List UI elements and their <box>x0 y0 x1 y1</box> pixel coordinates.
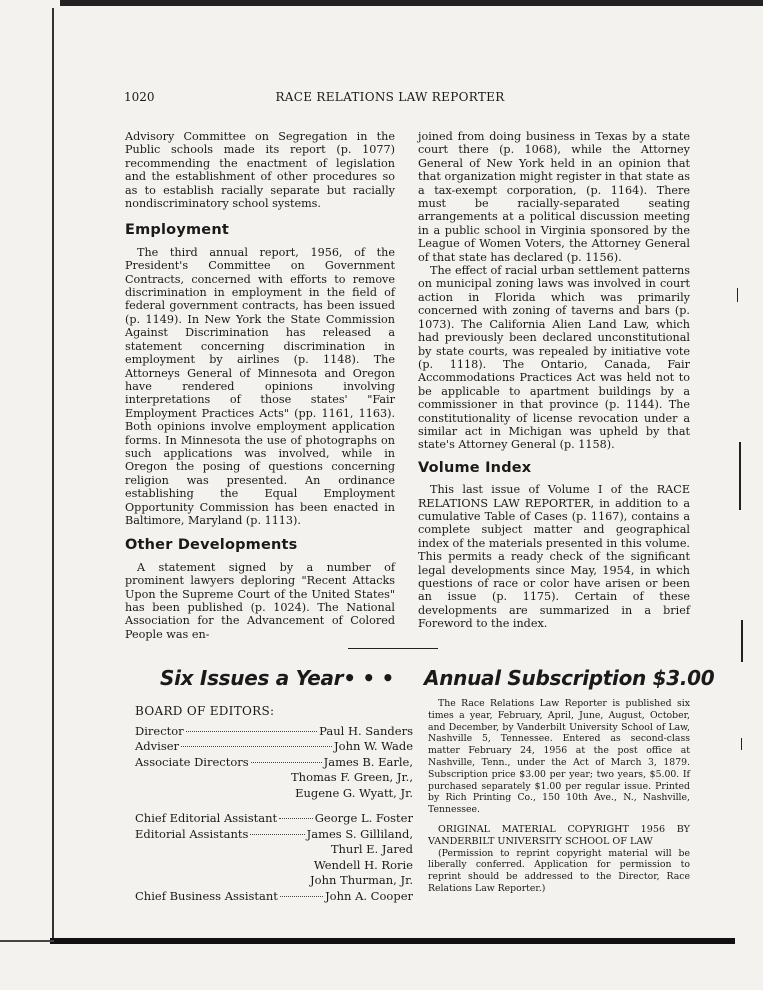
editor-row <box>135 827 413 843</box>
editor-role: Associate Directors <box>135 754 249 769</box>
continuation-paragraph: joined from doing business in Texas by a state court there (p. 1068), while the Attorney General of New York held in an opinion that that organization might register in that state as a tax-exempt corporation, (p. 1164). There must be racially-separated seating arrangements at a political discussion meeting in a public school in Virginia sponsored by the League of Women Voters, the Attorney General of that state has declared (p. 1156). <box>418 130 690 264</box>
banner-subscription: Annual Subscription $3.00 <box>424 666 715 690</box>
scan-border-top <box>60 0 763 6</box>
editor-role: Director <box>135 723 184 738</box>
editor-name: Wendell H. Rorie <box>313 857 413 872</box>
editor-row <box>135 739 413 755</box>
editor-name: John A. Cooper <box>325 888 413 903</box>
intro-paragraph: Advisory Committee on Segregation in the Public schools made its report (p. 1077) recommending the enactment of legislation and the establishment of other procedures so as to establish racially separate but racially nondiscriminatory school systems. <box>125 130 395 211</box>
publication-info <box>428 698 690 895</box>
page-header <box>124 90 656 110</box>
editor-name: John W. Wade <box>334 739 413 753</box>
editor-row <box>135 811 413 827</box>
scan-border-left <box>52 8 54 938</box>
banner-issues: Six Issues a Year• • • <box>160 666 395 690</box>
scan-speck <box>741 738 742 750</box>
volume-index-paragraph: This last issue of Volume I of the RACE RELATIONS LAW REPORTER, in addition to a cumulative Table of Cases (p. 1167), contains a complete subject matter and geographical index of the materials presented in this volume. This permits a ready check of the significant legal developments since May, 1954, in which questions of race or color have arisen or been an issue (p. 1175). Certain of these developments are summarized in a brief Foreword to the index. <box>418 483 690 631</box>
settlement-paragraph: The effect of racial urban settlement patterns on municipal zoning laws was involved in court action in Florida which was primarily concerned with zoning of taverns and bars (p. 1073). The California Alien Land Law, which had previously been declared unconstitutional by state courts, was repealed by initiative vote (p. 1118). The Ontario, Canada, Fair Accommodations Practices Act was held not to be applicable to apartment buildings by a commissioner in that province (p. 1144). The constitutionality of license revocation under a similar act in Michigan was upheld by that state's Attorney General (p. 1158). <box>418 264 690 452</box>
permission-note: (Permission to reprint copyright material will be liberally conferred. Application for permission to reprint should be addressed to the Director, Race Relations Law Reporter.) <box>428 847 690 894</box>
scan-border-bottom <box>50 938 735 944</box>
board-of-editors <box>135 704 413 904</box>
other-developments-paragraph: A statement signed by a number of prominent lawyers deploring "Recent Attacks Upon the Supreme Court of the United States" has been published (p. 1024). The National Association for the Advancement of Colored People was en- <box>125 560 395 641</box>
editor-role: Chief Editorial Assistant <box>135 811 278 825</box>
copyright-notice: ORIGINAL MATERIAL COPYRIGHT 1956 BY VANDERBILT UNIVERSITY SCHOOL OF LAW <box>428 823 690 847</box>
editor-role: Adviser <box>135 739 180 753</box>
editor-row <box>135 755 413 771</box>
editor-name: James S. Gilliland, <box>306 826 413 841</box>
editor-name: Thurl E. Jared <box>330 842 413 856</box>
volume-index-heading: Volume Index <box>418 459 532 476</box>
editor-name: John Thurman, Jr. <box>310 873 413 887</box>
editor-role: Chief Business Assistant <box>135 888 278 903</box>
editor-name: George L. Foster <box>314 811 413 825</box>
editor-row <box>135 724 413 740</box>
employment-heading: Employment <box>125 222 229 239</box>
employment-paragraph: The third annual report, 1956, of the President's Committee on Government Contracts, concerned with efforts to remove discrimination in employment in the field of federal government contracts, has been issued (p. 1149). In New York the State Commission Against Discrimination has released a statement concerning discrimination in employment by airlines (p. 1148). The Attorneys General of Minnesota and Oregon have rendered opinions involving interpretations of those states' "Fair Employment Practices Acts" (pp. 1161, 1163). Both opinions involve employment application forms. In Minnesota the use of photographs on such applications was involved, while in Oregon the posing of questions concerning religion was presented. An ordinance establishing the Equal Employment Opportunity Commission has been enacted in Baltimore, Maryland (p. 1113). <box>125 245 395 527</box>
editor-name: Thomas F. Green, Jr., <box>291 770 413 784</box>
scan-speck <box>737 288 738 302</box>
running-head: RACE RELATIONS LAW REPORTER <box>275 90 505 104</box>
editor-name: Paul H. Sanders <box>319 723 413 738</box>
editor-role: Editorial Assistants <box>135 826 249 841</box>
editor-row <box>135 889 413 905</box>
page-number: 1020 <box>124 90 155 104</box>
publication-paragraph: The Race Relations Law Reporter is published six times a year, February, April, June, August, October, and December, by Vanderbilt University School of Law, Nashville 5, Tennessee. Entered as second-class matter February 24, 1956 at the post office at Nashville, Tenn., under the Act of March 3, 1879. Subscription price $3.00 per year; two years, $5.00. If purchased separately $1.00 per regular issue. Printed by Rich Printing Co., 150 10th Ave., N., Nashville, Tennessee. <box>428 698 690 816</box>
scan-edge-mark <box>0 940 54 942</box>
scan-speck <box>739 442 741 510</box>
editor-name: Eugene G. Wyatt, Jr. <box>295 785 413 800</box>
other-developments-heading: Other Developments <box>125 537 298 554</box>
editors-heading: BOARD OF EDITORS: <box>135 704 275 718</box>
editor-name: James B. Earle, <box>323 754 413 769</box>
scan-speck <box>741 620 743 662</box>
subscription-banner <box>160 666 715 690</box>
section-divider <box>348 648 438 649</box>
right-column <box>418 130 690 631</box>
left-column <box>125 130 395 641</box>
